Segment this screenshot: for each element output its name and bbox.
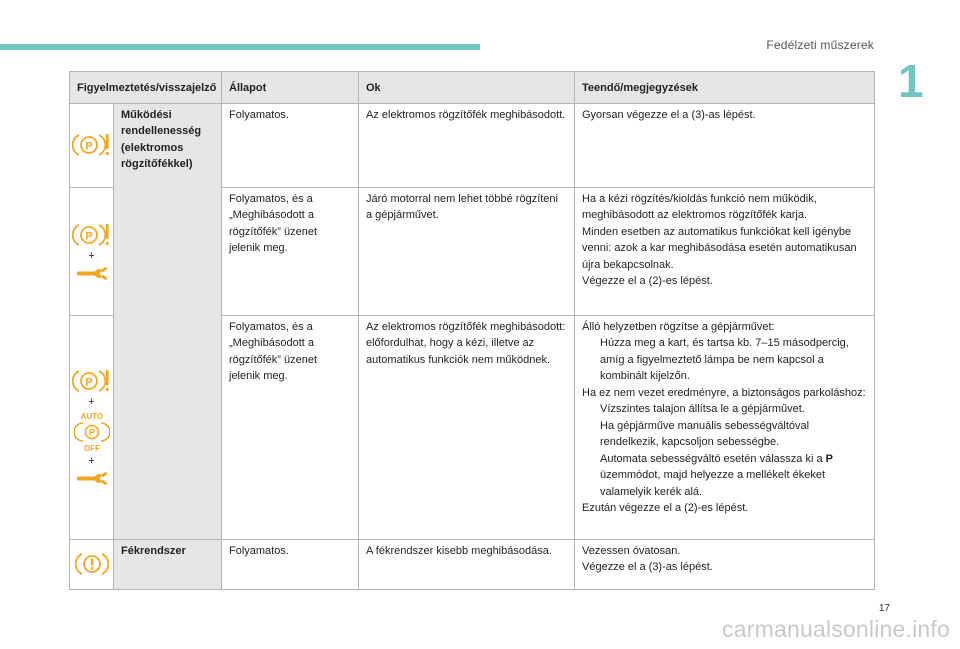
state-cell: Folyamatos, és a „Meghibásodott a rögzítőfék” üzenet jelenik meg. <box>222 315 359 539</box>
column-header-action: Teendő/megjegyzések <box>575 72 875 104</box>
plus-sign: + <box>88 396 95 408</box>
action-line: Végezze el a (3)-as lépést. <box>582 561 713 573</box>
action-cell: Gyorsan végezze el a (3)-as lépést. <box>575 103 875 187</box>
cause-cell: Az elektromos rögzítőfék meghibásodott: előfordulhat, hogy a kézi, illetve az automatikus funkciók nem működnek. <box>359 315 575 539</box>
action-line: Vezessen óvatosan. <box>582 544 681 557</box>
header-accent-bar <box>0 44 480 50</box>
row-icon-cell <box>70 539 114 589</box>
column-header-cause: Ok <box>359 72 575 104</box>
cause-cell: Az elektromos rögzítőfék meghibásodott. <box>359 103 575 187</box>
parking-brake-warning-icon <box>72 132 112 158</box>
section-title: Fedélzeti műszerek <box>766 38 874 52</box>
action-cell <box>575 539 875 589</box>
parking-brake-warning-icon <box>72 368 112 394</box>
action-middle: Ha ez nem vezet eredményre, a biztonságos parkoláshoz: <box>582 386 866 399</box>
table-header-row <box>70 72 875 104</box>
brake-system-warning-icon <box>75 551 109 577</box>
action-cell <box>575 315 875 539</box>
action-line: Végezze el a (2)-es lépést. <box>582 275 713 287</box>
group-label-cell: Működési rendellenesség (elektromos rögzítőfékkel) <box>114 103 222 539</box>
chapter-number: 1 <box>898 55 924 107</box>
wrench-icon <box>75 265 109 281</box>
action-bullet-list <box>582 335 867 385</box>
group-label-cell: Fékrendszer <box>114 539 222 589</box>
wrench-icon <box>75 470 109 486</box>
table-row <box>70 103 875 187</box>
action-outro: Ezután végezze el a (2)-es lépést. <box>582 502 749 514</box>
action-bullet: Automata sebességváltó esetén válassza ki a P üzemmódot, majd helyezze a mellékelt ékeket valamelyik kerék alá. <box>600 452 833 498</box>
plus-sign: + <box>88 249 95 262</box>
column-header-indicator: Figyelmeztetés/visszajelző <box>70 72 222 104</box>
row-icon-cell <box>70 315 114 539</box>
state-cell: Folyamatos. <box>222 539 359 589</box>
watermark: carmanualsonline.info <box>722 616 950 642</box>
column-header-state: Állapot <box>222 72 359 104</box>
action-bullet: Ha gépjárműve manuális sebességváltóval rendelkezik, kapcsoljon sebességbe. <box>600 419 810 448</box>
row-icon-cell <box>70 187 114 315</box>
plus-sign: + <box>88 455 95 467</box>
cause-cell: A fékrendszer kisebb meghibásodása. <box>359 539 575 589</box>
svg-text:P: P <box>88 427 95 438</box>
cause-cell: Járó motorral nem lehet többé rögzíteni a gépjárművet. <box>359 187 575 315</box>
action-bullet-list <box>582 401 867 500</box>
svg-text:P: P <box>85 230 93 242</box>
svg-text:P: P <box>85 376 93 389</box>
action-bullet: Vízszintes talajon állítsa le a gépjárművet. <box>600 403 805 415</box>
auto-label: AUTO <box>80 412 103 421</box>
off-label: OFF <box>83 444 100 453</box>
row-icon-cell <box>70 103 114 187</box>
action-cell <box>575 187 875 315</box>
state-cell: Folyamatos. <box>222 103 359 187</box>
action-line: Minden esetben az automatikus funkciókat kell igénybe venni: azok a kar meghibásodása esetén automatikusan újra bekapcsolnak. <box>582 225 857 271</box>
svg-text:P: P <box>85 140 93 153</box>
action-intro: Álló helyzetben rögzítse a gépjárművet: <box>582 320 775 333</box>
action-bullet: Húzza meg a kart, és tartsa kb. 7–15 másodpercig, amíg a figyelmeztető lámpa be nem kapcsol a kombinált kijelzőn. <box>600 337 849 382</box>
parking-brake-warning-icon <box>72 222 112 248</box>
page-number: 17 <box>878 603 890 614</box>
action-line: Ha a kézi rögzítés/kioldás funkció nem működik, meghibásodott az elektromos rögzítőfék karja. <box>582 192 817 221</box>
warning-lights-table <box>69 71 875 590</box>
table-row <box>70 539 875 589</box>
auto-parking-off-icon <box>74 411 110 453</box>
state-cell: Folyamatos, és a „Meghibásodott a rögzítőfék” üzenet jelenik meg. <box>222 187 359 315</box>
